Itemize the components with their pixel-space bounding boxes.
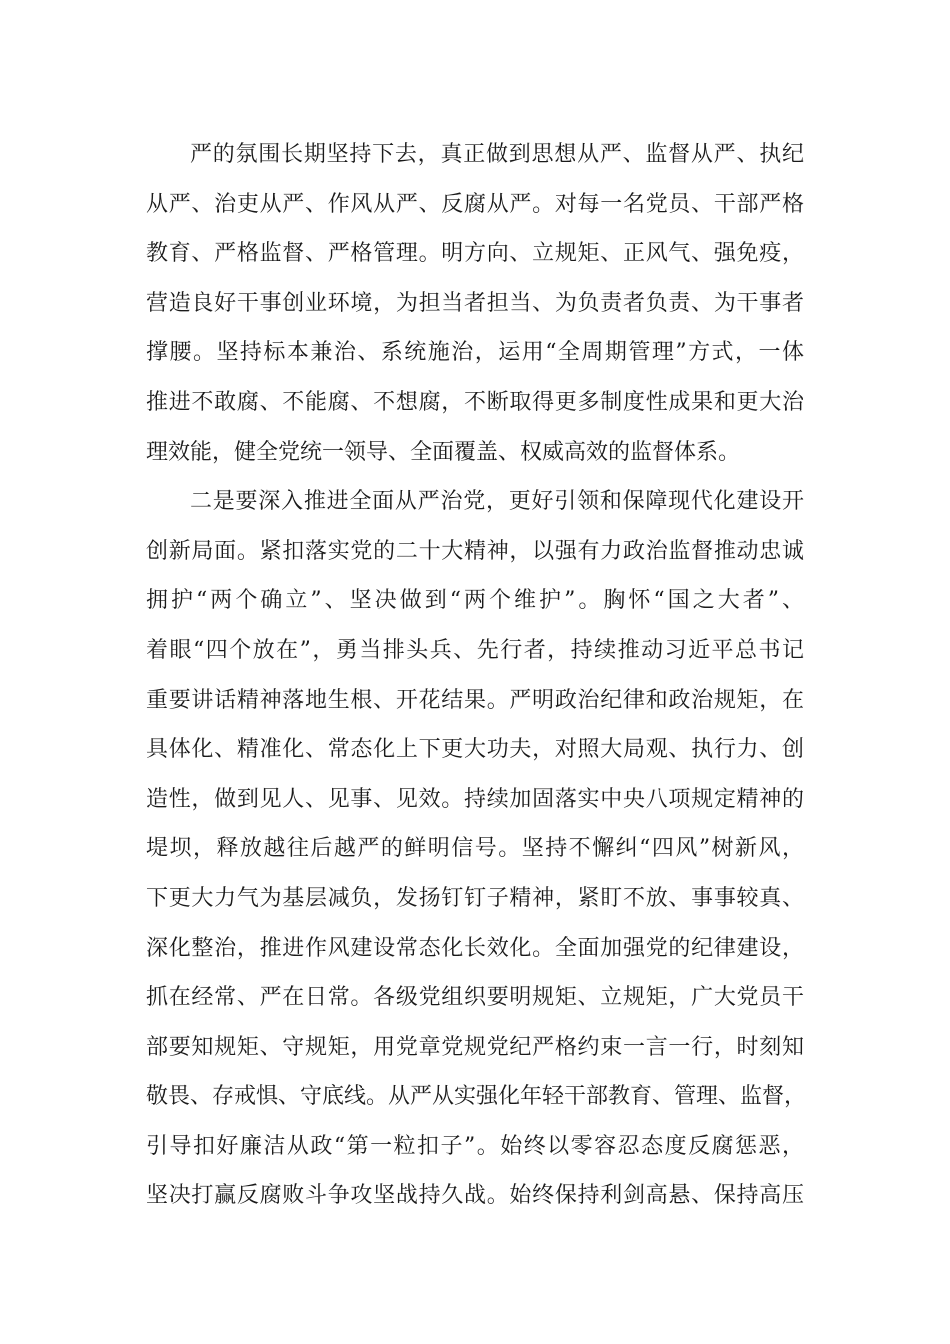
text-line: 着眼“四个放在”，勇当排头兵、先行者，持续推动习近平总书记 [146, 637, 804, 663]
text-line: 严的氛围长期坚持下去，真正做到思想从严、监督从严、执纪 [190, 142, 804, 167]
text-line: 部要知规矩、守规矩，用党章党规党纪严格约束一言一行，时刻知 [146, 1034, 804, 1060]
text-line: 推进不敢腐、不能腐、不想腐，不断取得更多制度性成果和更大治 [146, 389, 804, 415]
text-line: 营造良好干事创业环境，为担当者担当、为负责者负责、为干事者 [146, 290, 804, 316]
text-line: 造性，做到见人、见事、见效。持续加固落实中央八项规定精神的 [146, 786, 804, 812]
text-line: 坚决打赢反腐败斗争攻坚战持久战。始终保持利剑高悬、保持高压 [146, 1183, 804, 1209]
body-text [146, 130, 836, 1271]
text-line: 抓在经常、严在日常。各级党组织要明规矩、立规矩，广大党员干 [146, 985, 804, 1011]
paragraph-2 [146, 477, 836, 1271]
text-line: 创新局面。紧扣落实党的二十大精神，以强有力政治监督推动忠诚 [146, 538, 804, 564]
text-line: 具体化、精准化、常态化上下更大功夫，对照大局观、执行力、创 [146, 737, 804, 763]
text-line [146, 1221, 804, 1271]
text-line: 理效能，健全党统一领导、全面覆盖、权威高效的监督体系。 [146, 439, 741, 465]
text-line: 撑腰。坚持标本兼治、系统施治，运用“全周期管理”方式，一体 [146, 340, 804, 366]
text-line: 从严、治吏从严、作风从严、反腐从严。对每一名党员、干部严格 [146, 191, 804, 217]
text-line: 教育、严格监督、严格管理。明方向、立规矩、正风气、强免疫， [146, 241, 804, 267]
text-line: 堤坝，释放越往后越严的鲜明信号。坚持不懈纠“四风”树新风， [146, 836, 804, 862]
text-line: 下更大力气为基层减负，发扬钉钉子精神，紧盯不放、事事较真、 [146, 885, 804, 911]
paragraph-1 [146, 130, 836, 477]
text-line: 深化整治，推进作风建设常态化长效化。全面加强党的纪律建设， [146, 935, 804, 961]
text-line: 引导扣好廉洁从政“第一粒扣子”。始终以零容忍态度反腐惩恶， [146, 1133, 804, 1159]
text-line: 二是要深入推进全面从严治党，更好引领和保障现代化建设开 [190, 489, 804, 515]
text-line: 重要讲话精神落地生根、开花结果。严明政治纪律和政治规矩，在 [146, 687, 804, 713]
text-line: 敬畏、存戒惧、守底线。从严从实强化年轻干部教育、管理、监督， [146, 1084, 807, 1110]
text-line: 拥护“两个确立”、坚决做到“两个维护”。胸怀“国之大者”、 [146, 588, 804, 614]
